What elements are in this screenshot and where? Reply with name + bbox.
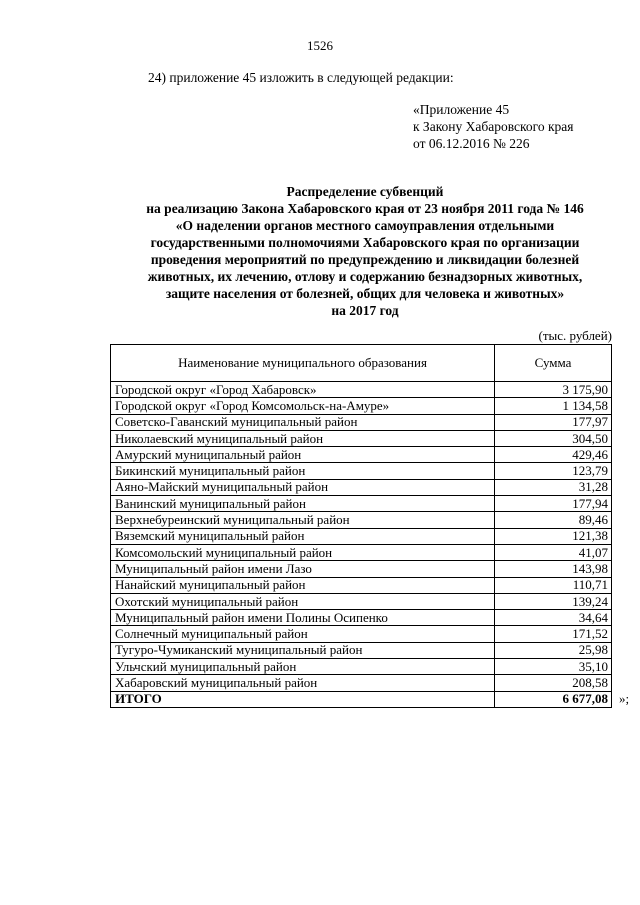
column-header-name: Наименование муниципального образования <box>111 345 495 382</box>
subsidy-amount: 34,64 <box>495 610 612 626</box>
table-row <box>111 512 612 528</box>
subsidy-amount: 429,46 <box>495 447 612 463</box>
title-line: Распределение субвенций <box>286 184 444 199</box>
municipality-name: Николаевский муниципальный район <box>111 430 495 446</box>
municipality-name: Аяно-Майский муниципальный район <box>111 479 495 495</box>
subsidy-amount: 177,94 <box>495 496 612 512</box>
table-row <box>111 610 612 626</box>
municipality-name: Нанайский муниципальный район <box>111 577 495 593</box>
municipality-name: Ванинский муниципальный район <box>111 496 495 512</box>
table-row <box>111 642 612 658</box>
subsidy-amount: 121,38 <box>495 528 612 544</box>
table-row <box>111 463 612 479</box>
subsidy-amount: 123,79 <box>495 463 612 479</box>
municipality-name: Вяземский муниципальный район <box>111 528 495 544</box>
amendment-instruction: 24) приложение 45 изложить в следующей редакции: <box>148 70 454 85</box>
subsidy-amount: 41,07 <box>495 544 612 560</box>
subsidy-amount: 1 134,58 <box>495 398 612 414</box>
subsidy-amount: 177,97 <box>495 414 612 430</box>
subsidy-table <box>110 344 612 708</box>
subsidy-amount: 25,98 <box>495 642 612 658</box>
subsidy-amount: 89,46 <box>495 512 612 528</box>
page-number: 1526 <box>307 38 333 53</box>
table-row <box>111 447 612 463</box>
table-row <box>111 593 612 609</box>
municipality-name: Муниципальный район имени Полины Осипенко <box>111 610 495 626</box>
municipality-name: Охотский муниципальный район <box>111 593 495 609</box>
municipality-name: Комсомольский муниципальный район <box>111 544 495 560</box>
title-line: проведения мероприятий по предупреждению и ликвидации болезней <box>150 252 580 267</box>
table-row <box>111 544 612 560</box>
subsidy-amount: 139,24 <box>495 593 612 609</box>
municipality-name: Ульчский муниципальный район <box>111 659 495 675</box>
table-row <box>111 675 612 691</box>
closing-quote: »; <box>619 691 630 706</box>
subsidy-amount: 143,98 <box>495 561 612 577</box>
subsidy-amount: 3 175,90 <box>495 382 612 398</box>
municipality-name: Солнечный муниципальный район <box>111 626 495 642</box>
table-row <box>111 577 612 593</box>
subsidy-amount: 110,71 <box>495 577 612 593</box>
subsidy-amount: 208,58 <box>495 675 612 691</box>
subsidy-amount: 304,50 <box>495 430 612 446</box>
appendix-line: «Приложение 45 <box>413 102 510 117</box>
municipality-name: Городской округ «Город Комсомольск-на-Амуре» <box>111 398 495 414</box>
municipality-name: Амурский муниципальный район <box>111 447 495 463</box>
municipality-name: Городской округ «Город Хабаровск» <box>111 382 495 398</box>
table-row <box>111 626 612 642</box>
table-row <box>111 479 612 495</box>
title-line: государственными полномочиями Хабаровского края по организации <box>150 235 580 250</box>
title-line: на 2017 год <box>331 303 399 318</box>
unit-label: (тыс. рублей) <box>538 328 612 343</box>
municipality-name: Муниципальный район имени Лазо <box>111 561 495 577</box>
appendix-line: от 06.12.2016 № 226 <box>413 136 530 151</box>
table-row <box>111 496 612 512</box>
municipality-name: Бикинский муниципальный район <box>111 463 495 479</box>
column-header-sum: Сумма <box>495 345 612 382</box>
title-line: на реализацию Закона Хабаровского края от 23 ноября 2011 года № 146 <box>146 201 584 216</box>
title-line: защите населения от болезней, общих для человека и животных» <box>165 286 565 301</box>
title-line: животных, их лечению, отлову и содержанию безнадзорных животных, <box>147 269 583 284</box>
subsidy-amount: 31,28 <box>495 479 612 495</box>
total-label: ИТОГО <box>111 691 495 707</box>
total-amount: 6 677,08 <box>495 691 612 707</box>
municipality-name: Хабаровский муниципальный район <box>111 675 495 691</box>
table-header-row <box>111 345 612 382</box>
table-row <box>111 382 612 398</box>
appendix-line: к Закону Хабаровского края <box>413 119 574 134</box>
table-row <box>111 528 612 544</box>
document-title <box>120 183 610 319</box>
subsidy-amount: 171,52 <box>495 626 612 642</box>
table-row <box>111 398 612 414</box>
appendix-reference <box>413 101 574 152</box>
municipality-name: Верхнебуреинский муниципальный район <box>111 512 495 528</box>
table-row <box>111 561 612 577</box>
table-row <box>111 659 612 675</box>
municipality-name: Советско-Гаванский муниципальный район <box>111 414 495 430</box>
table-body <box>111 382 612 708</box>
title-line: «О наделении органов местного самоуправления отдельными <box>175 218 555 233</box>
total-row <box>111 691 612 707</box>
table-row <box>111 430 612 446</box>
subsidy-amount: 35,10 <box>495 659 612 675</box>
municipality-name: Тугуро-Чумиканский муниципальный район <box>111 642 495 658</box>
table-row <box>111 414 612 430</box>
